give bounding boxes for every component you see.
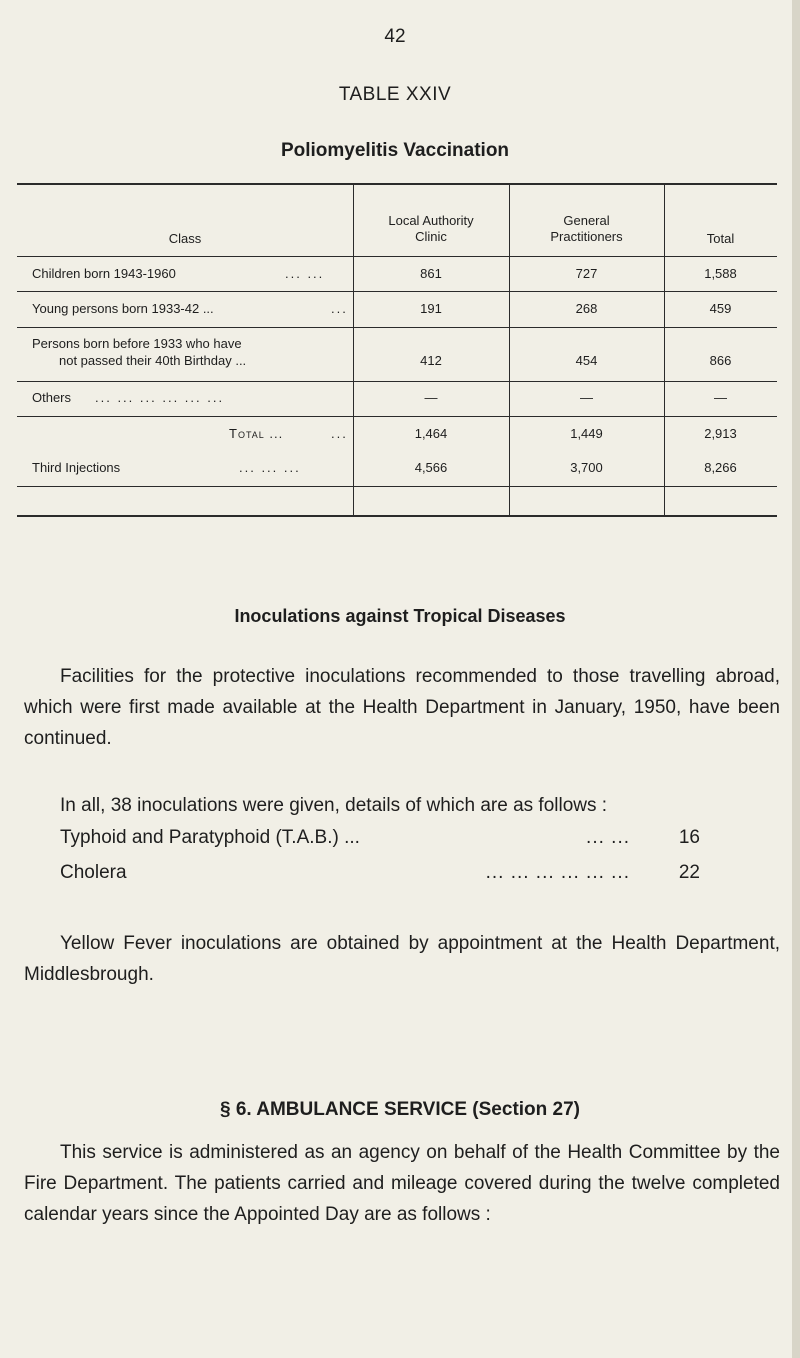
cell-local: 861 (420, 266, 442, 281)
item-name: Cholera (60, 862, 127, 883)
cell-local: 412 (420, 353, 442, 368)
header-local-line1: Local Authority (388, 213, 474, 228)
cell-local: 1,464 (414, 426, 448, 441)
cell-local: — (424, 390, 438, 405)
cell-gp: 3,700 (570, 460, 603, 475)
item-value: 16 (678, 827, 700, 848)
cell-gp: 727 (575, 266, 598, 281)
header-rule (17, 256, 777, 257)
header-local-line2: Clinic (415, 229, 447, 244)
yellow-fever-paragraph: Yellow Fever inoculations are obtained by appointment at the Health Department, Middlesbrough. (24, 933, 780, 985)
inoculations-summary: In all, 38 inoculations were given, details of which are as follows : (60, 795, 608, 816)
leader-dots: ... (331, 301, 348, 316)
row-rule (17, 381, 777, 382)
leader-dots: ... ... ... ... ... ... (485, 862, 630, 883)
cell-total: 2,913 (704, 426, 737, 441)
ambulance-paragraph: This service is administered as an agency on behalf of the Health Committee by the Fire Department. The patients carried and mileage covered during the twelve completed calendar years since the Appointed Day are as follows : (24, 1142, 780, 1225)
ambulance-heading: § 6. AMBULANCE SERVICE (Section 27) (219, 1099, 581, 1120)
leader-dots: ... ... (285, 266, 325, 281)
cell-total: 8,266 (704, 460, 737, 475)
row-label: Others (32, 390, 72, 405)
cell-gp: 268 (575, 301, 598, 316)
leader-dots: ... ... (586, 827, 630, 848)
row-label-line2: not passed their 40th Birthday ... (59, 353, 247, 368)
header-gp-line1: General (563, 213, 610, 228)
cell-total: 1,588 (704, 266, 737, 281)
item-name: Typhoid and Paratyphoid (T.A.B.) ... (60, 827, 360, 848)
cell-total: 866 (709, 353, 732, 368)
table-top-rule (17, 183, 777, 185)
row-rule (17, 291, 777, 292)
header-gp-line2: Practitioners (550, 229, 623, 244)
cell-gp: — (580, 390, 593, 405)
leader-dots: ... ... ... ... ... ... (95, 390, 225, 405)
cell-local: 191 (420, 301, 442, 316)
page-edge (792, 0, 800, 1358)
row-rule (17, 327, 777, 328)
table-title: Poliomyelitis Vaccination (280, 140, 510, 161)
cell-total: — (714, 390, 727, 405)
inoculations-heading: Inoculations against Tropical Diseases (234, 606, 566, 626)
leader-dots: ... ... ... (239, 460, 301, 475)
row-rule (17, 486, 777, 487)
row-label: Children born 1943-1960 (32, 266, 176, 281)
vaccination-table (17, 183, 777, 516)
inoculations-paragraph: Facilities for the protective inoculations recommended to those travelling abroad, which were first made available at the Health Department in January, 1950, have been continued. (24, 666, 780, 749)
header-total: Total (706, 231, 735, 246)
inoculation-item (60, 827, 700, 857)
cell-total: 459 (709, 301, 732, 316)
table-number: TABLE XXIV (338, 84, 452, 105)
table-bottom-rule (17, 515, 777, 517)
leader-dots: ... (331, 426, 348, 441)
row-label: Young persons born 1933-42 ... (32, 301, 214, 316)
inoculation-item (60, 862, 700, 892)
page-number: 42 (384, 26, 406, 47)
row-label-total: Total ... (229, 426, 284, 441)
header-class: Class (168, 231, 202, 246)
row-rule (17, 416, 777, 417)
row-label: Third Injections (32, 460, 121, 475)
cell-local: 4,566 (414, 460, 448, 475)
cell-gp: 1,449 (570, 426, 603, 441)
row-label-line1: Persons born before 1933 who have (32, 336, 242, 351)
item-value: 22 (678, 862, 700, 883)
cell-gp: 454 (575, 353, 598, 368)
